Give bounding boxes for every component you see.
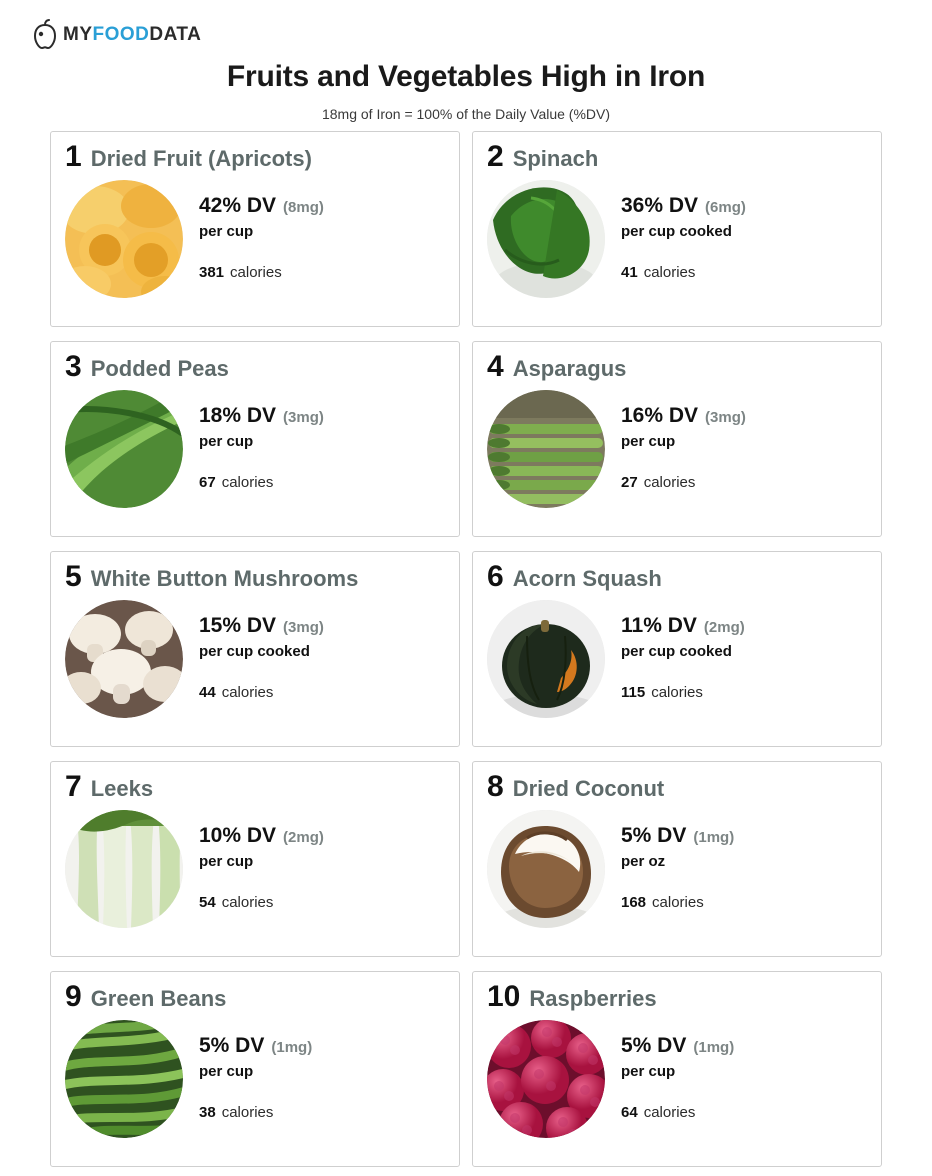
rank-number: 6	[487, 560, 504, 593]
card-body	[65, 810, 445, 928]
milligrams: (8mg)	[283, 199, 324, 216]
calorie-label: calories	[643, 1104, 696, 1121]
food-card[interactable]	[472, 551, 882, 747]
logo-text-my: MY	[63, 23, 93, 45]
milligrams: (2mg)	[283, 829, 324, 846]
food-name: Podded Peas	[90, 356, 229, 381]
card-header	[65, 142, 445, 172]
calorie-label: calories	[221, 684, 274, 701]
food-name: White Button Mushrooms	[90, 566, 359, 591]
food-card[interactable]	[50, 341, 460, 537]
dried-apricots-photo	[65, 180, 183, 298]
card-header	[487, 352, 867, 382]
calorie-label: calories	[652, 894, 704, 911]
card-header	[487, 562, 867, 592]
card-header	[65, 982, 445, 1012]
milligrams: (1mg)	[693, 829, 735, 846]
rank-number: 10	[487, 980, 521, 1013]
serving-size: per cup cooked	[621, 223, 732, 240]
acorn-squash-photo	[487, 600, 605, 718]
card-body	[487, 180, 867, 298]
nutrition-facts	[621, 390, 746, 491]
rank-number: 4	[487, 350, 504, 383]
calorie-count: 54	[199, 894, 216, 911]
milligrams: (3mg)	[283, 619, 324, 636]
coconut-photo	[487, 810, 605, 928]
milligrams: (1mg)	[271, 1039, 313, 1056]
food-name: Raspberries	[529, 986, 657, 1011]
serving-size: per cup	[199, 853, 254, 870]
nutrition-facts	[199, 810, 324, 911]
card-header	[487, 142, 867, 172]
green-beans-photo	[65, 1020, 183, 1138]
daily-value: 36% DV	[621, 194, 699, 217]
calorie-count: 27	[621, 474, 638, 491]
daily-value: 5% DV	[199, 1034, 265, 1057]
rank-number: 2	[487, 140, 504, 173]
food-card[interactable]	[50, 551, 460, 747]
nutrition-facts	[621, 1020, 734, 1121]
milligrams: (6mg)	[705, 199, 746, 216]
calorie-count: 44	[199, 684, 216, 701]
serving-size: per cup	[199, 433, 254, 450]
site-logo[interactable]	[32, 18, 201, 50]
daily-value: 11% DV	[621, 614, 697, 637]
serving-size: per cup	[199, 1063, 254, 1080]
card-body	[65, 180, 445, 298]
food-card[interactable]	[472, 341, 882, 537]
logo-text-food: FOOD	[92, 23, 150, 45]
food-card[interactable]	[472, 131, 882, 327]
rank-number: 5	[65, 560, 82, 593]
food-card[interactable]	[472, 971, 882, 1167]
food-name: Leeks	[90, 776, 154, 801]
calorie-count: 64	[621, 1104, 638, 1121]
calorie-count: 168	[621, 894, 647, 911]
nutrition-facts	[199, 1020, 312, 1121]
nutrition-facts	[199, 180, 324, 281]
daily-value: 5% DV	[621, 824, 687, 847]
serving-size: per cup	[621, 433, 676, 450]
daily-value: 18% DV	[199, 404, 277, 427]
serving-size: per cup cooked	[199, 643, 310, 660]
serving-size: per cup	[621, 1063, 676, 1080]
nutrition-facts	[621, 180, 746, 281]
raspberries-photo	[487, 1020, 605, 1138]
card-body	[487, 1020, 867, 1138]
spinach-photo	[487, 180, 605, 298]
daily-value: 16% DV	[621, 404, 699, 427]
calorie-count: 381	[199, 264, 225, 281]
food-card[interactable]	[50, 761, 460, 957]
daily-value: 15% DV	[199, 614, 277, 637]
calorie-count: 38	[199, 1104, 216, 1121]
card-body	[487, 600, 867, 718]
logo-text-data: DATA	[149, 23, 202, 45]
nutrition-facts	[621, 810, 734, 911]
podded-peas-photo	[65, 390, 183, 508]
leeks-photo	[65, 810, 183, 928]
calorie-label: calories	[221, 894, 274, 911]
card-body	[487, 390, 867, 508]
food-name: Dried Coconut	[512, 776, 665, 801]
rank-number: 9	[65, 980, 82, 1013]
rank-number: 1	[65, 140, 82, 173]
card-body	[65, 600, 445, 718]
food-name: Acorn Squash	[512, 566, 662, 591]
food-card-grid	[50, 131, 882, 1167]
milligrams: (3mg)	[705, 409, 746, 426]
mushrooms-photo	[65, 600, 183, 718]
card-body	[487, 810, 867, 928]
nutrition-facts	[199, 600, 324, 701]
milligrams: (3mg)	[283, 409, 324, 426]
calorie-label: calories	[643, 264, 696, 281]
calorie-label: calories	[643, 474, 696, 491]
food-name: Dried Fruit (Apricots)	[90, 146, 312, 171]
food-card[interactable]	[50, 131, 460, 327]
food-name: Green Beans	[90, 986, 227, 1011]
nutrition-facts	[199, 390, 324, 491]
card-header	[487, 772, 867, 802]
daily-value: 5% DV	[621, 1034, 687, 1057]
food-card[interactable]	[50, 971, 460, 1167]
card-header	[65, 772, 445, 802]
card-body	[65, 390, 445, 508]
calorie-count: 115	[621, 684, 646, 701]
card-header	[65, 352, 445, 382]
calorie-label: calories	[221, 474, 274, 491]
card-header	[65, 562, 445, 592]
card-body	[65, 1020, 445, 1138]
card-header	[487, 982, 867, 1012]
asparagus-photo	[487, 390, 605, 508]
serving-size: per cup cooked	[621, 643, 732, 660]
milligrams: (1mg)	[693, 1039, 735, 1056]
food-name: Asparagus	[512, 356, 627, 381]
calorie-label: calories	[230, 264, 282, 281]
page-subtitle: 18mg of Iron = 100% of the Daily Value (%DV)	[321, 106, 611, 122]
serving-size: per cup	[199, 223, 254, 240]
calorie-count: 67	[199, 474, 216, 491]
calorie-count: 41	[621, 264, 638, 281]
nutrition-facts	[621, 600, 745, 701]
calorie-label: calories	[651, 684, 703, 701]
food-name: Spinach	[512, 146, 599, 171]
daily-value: 10% DV	[199, 824, 277, 847]
milligrams: (2mg)	[703, 619, 745, 636]
page-title: Fruits and Vegetables High in Iron	[226, 60, 706, 93]
rank-number: 8	[487, 770, 504, 803]
serving-size: per oz	[621, 853, 666, 870]
food-card[interactable]	[472, 761, 882, 957]
rank-number: 3	[65, 350, 82, 383]
rank-number: 7	[65, 770, 82, 803]
calorie-label: calories	[221, 1104, 274, 1121]
daily-value: 42% DV	[199, 194, 277, 217]
apple-logo-icon	[32, 19, 58, 49]
